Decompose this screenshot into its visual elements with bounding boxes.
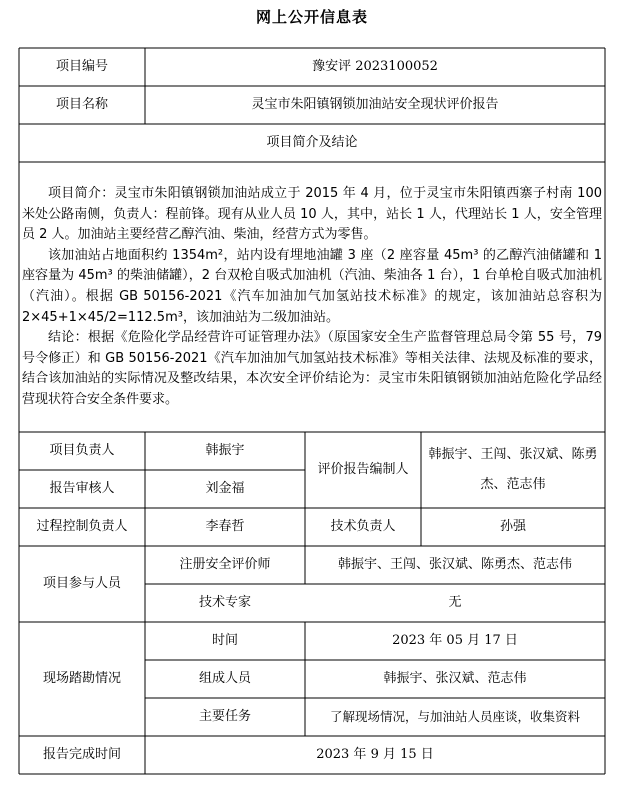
survey-task-value: 了解现场情况，与加油站人员座谈，收集资料 bbox=[329, 709, 580, 724]
survey-time-label: 时间 bbox=[211, 633, 238, 648]
registered-assessor-value: 韩振宇、王闯、张汉斌、陈勇杰、范志伟 bbox=[337, 557, 572, 572]
page-title: 网上公开信息表 bbox=[255, 8, 368, 26]
project-name-value: 灵宝市朱阳镇钢锁加油站安全现状评价报告 bbox=[251, 97, 499, 112]
summary-paragraph: 该加油站占地面积约 1354m²，站内设有埋地油罐 3 座（2 座容量 45m³ 的乙醇汽油储罐和 1 座容量为 45m³ 的柴油储罐），2 台双枪自吸式加油机（汽油、柴油各 1 台），1 台单枪自吸式加油机（汽油）。根据 GB 50156-2021《汽车加油加气加氢站技术标准》的规定，该加油站总容积为 2×45+1×45/2=112.5m³，该加油站为二级加油站。 bbox=[22, 247, 602, 325]
summary-header: 项目简介及结论 bbox=[266, 135, 358, 150]
tech-expert-value: 无 bbox=[448, 595, 462, 610]
project-leader-label: 项目负责人 bbox=[49, 443, 115, 458]
project-name-label: 项目名称 bbox=[55, 97, 108, 112]
report-compilers-label: 评价报告编制人 bbox=[317, 462, 409, 477]
report-reviewer-label: 报告审核人 bbox=[49, 481, 115, 496]
registered-assessor-label: 注册安全评价师 bbox=[179, 557, 271, 572]
project-leader-value: 韩振宇 bbox=[205, 443, 245, 458]
site-survey-label: 现场踏勘情况 bbox=[42, 671, 121, 686]
summary-paragraph: 项目简介：灵宝市朱阳镇钢锁加油站成立于 2015 年 4 月，位于灵宝市朱阳镇西寨子村南 100 米处公路南侧，负责人：程前锋。现有从业人员 10 人，其中，站长 1 人，代理站长 1 人，安全管理员 2 人。加油站主要经营乙醇汽油、柴油，经营方式为零售。 bbox=[22, 186, 602, 243]
report-compilers-value: 韩振宇、王闯、张汉斌、陈勇杰、范志伟 bbox=[428, 447, 598, 492]
survey-members-value: 韩振宇、张汉斌、范志伟 bbox=[383, 671, 527, 686]
process-controller-label: 过程控制负责人 bbox=[36, 519, 128, 534]
completion-value: 2023 年 9 月 15 日 bbox=[316, 747, 434, 762]
project-no-value: 豫安评 2023100052 bbox=[312, 59, 438, 74]
report-reviewer-value: 刘金福 bbox=[205, 481, 245, 496]
survey-task-label: 主要任务 bbox=[198, 709, 251, 724]
completion-label: 报告完成时间 bbox=[42, 747, 121, 762]
survey-members-label: 组成人员 bbox=[198, 671, 251, 686]
survey-time-value: 2023 年 05 月 17 日 bbox=[392, 633, 518, 648]
project-no-label: 项目编号 bbox=[55, 59, 108, 74]
participants-label: 项目参与人员 bbox=[42, 576, 121, 591]
summary-paragraph: 结论：根据《危险化学品经营许可证管理办法》（原国家安全生产监督管理总局令第 55 号，79 号令修正）和 GB 50156-2021《汽车加油加气加氢站技术标准》等相关法律、法规及标准的要求，结合该加油站的实际情况及整改结果，本次安全评价结论为：灵宝市朱阳镇钢锁加油站危险化学品经营现状符合安全条件要求。 bbox=[22, 330, 602, 407]
tech-leader-label: 技术负责人 bbox=[330, 519, 396, 534]
tech-expert-label: 技术专家 bbox=[198, 595, 251, 610]
summary-body bbox=[22, 184, 602, 411]
process-controller-value: 李春哲 bbox=[205, 519, 245, 534]
tech-leader-value: 孙强 bbox=[499, 519, 526, 534]
